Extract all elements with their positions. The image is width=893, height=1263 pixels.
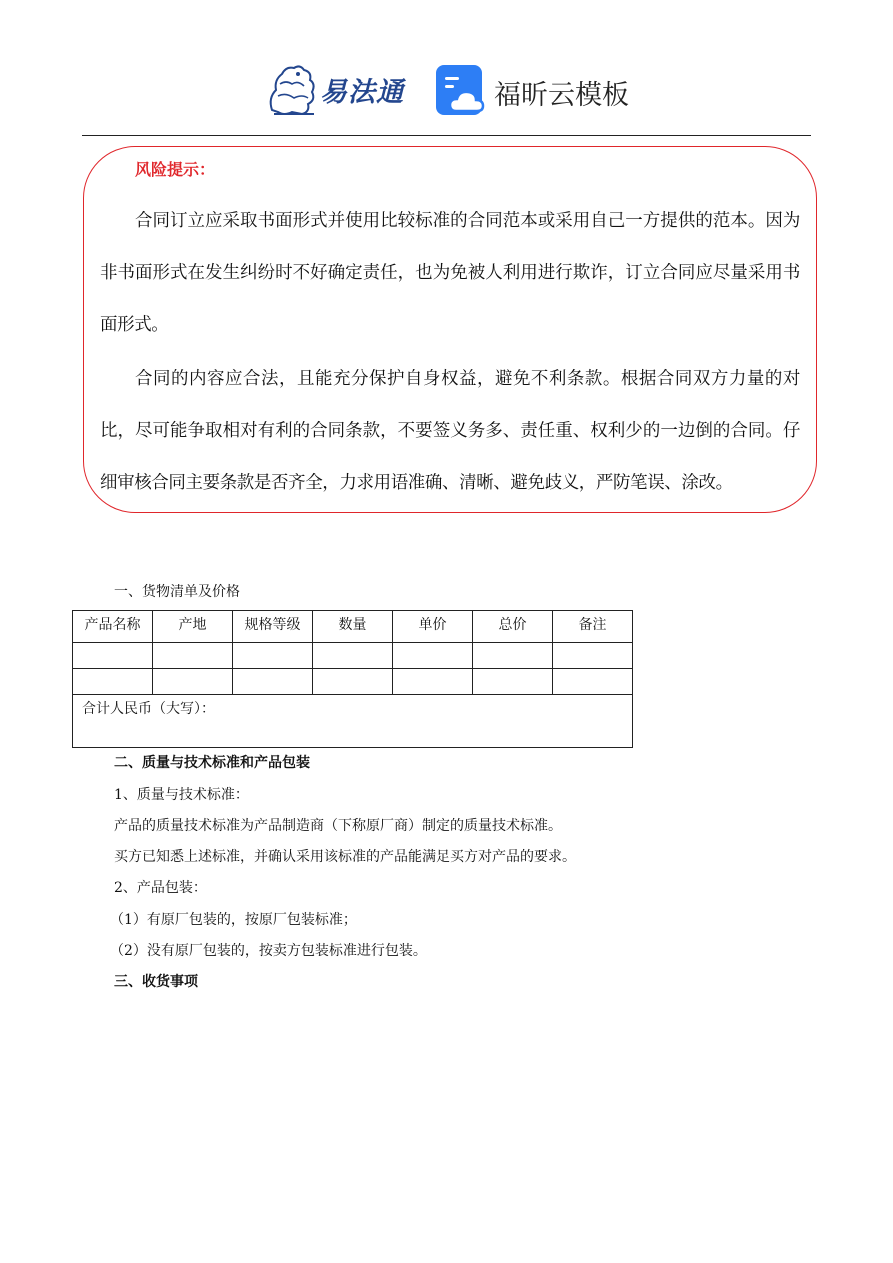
risk-notice-paragraph-1: 合同订立应采取书面形式并使用比较标准的合同范本或采用自己一方提供的范本。因为非书面形式在发生纠纷时不好确定责任，也为免被人利用进行欺诈，订立合同应尽量采用书面形式。 (100, 211, 800, 335)
header-divider (82, 135, 811, 136)
risk-notice-title: 风险提示： (135, 160, 216, 179)
packaging-item-2: （2）没有原厂包装的，按卖方包装标准进行包装。 (110, 943, 427, 959)
table-header-cell: 总价 (473, 611, 553, 643)
section-quality-title: 二、质量与技术标准和产品包装 (114, 755, 310, 771)
yifatong-logo-text: 易法通 (320, 77, 404, 108)
page-header (0, 60, 893, 122)
table-header-cell: 产地 (153, 611, 233, 643)
table-header-cell: 备注 (553, 611, 633, 643)
table-cell[interactable] (73, 669, 153, 695)
table-row (73, 643, 633, 669)
risk-notice-paragraph-2: 合同的内容应合法，且能充分保护自身权益，避免不利条款。根据合同双方力量的对比，尽可能争取相对有利的合同条款，不要签义务多、责任重、权利少的一边倒的合同。仔细审核合同主要条款是否齐全，力求用语准确、清晰、避免歧义，严防笔误、涂改。 (100, 369, 800, 493)
table-cell[interactable] (473, 669, 553, 695)
table-total-row (73, 695, 633, 748)
table-header-cell: 单价 (393, 611, 473, 643)
table-cell[interactable] (473, 643, 553, 669)
table-header-cell: 产品名称 (73, 611, 153, 643)
fuxin-logo (436, 65, 636, 119)
table-cell[interactable] (313, 669, 393, 695)
packaging-heading: 2、产品包装： (114, 880, 207, 896)
table-cell[interactable] (73, 643, 153, 669)
section-receiving-title: 三、收货事项 (114, 974, 198, 990)
table-row (73, 669, 633, 695)
table-cell[interactable] (393, 669, 473, 695)
table-cell[interactable] (153, 669, 233, 695)
table-cell[interactable] (153, 643, 233, 669)
table-header-cell: 数量 (313, 611, 393, 643)
section-goods-title: 一、货物清单及价格 (114, 584, 240, 600)
cloud-document-icon (436, 65, 488, 117)
table-cell[interactable] (313, 643, 393, 669)
qilin-icon (262, 60, 324, 118)
goods-price-table (72, 610, 633, 748)
quality-standard-heading: 1、质量与技术标准： (114, 787, 249, 803)
quality-standard-text-2: 买方已知悉上述标准，并确认采用该标准的产品能满足买方对产品的要求。 (114, 849, 576, 865)
table-cell[interactable] (553, 669, 633, 695)
table-cell[interactable] (553, 643, 633, 669)
total-rmb-cell[interactable]: 合计人民币（大写）： (73, 695, 633, 748)
table-cell[interactable] (233, 669, 313, 695)
quality-standard-text-1: 产品的质量技术标准为产品制造商（下称原厂商）制定的质量技术标准。 (114, 818, 562, 834)
yifatong-logo (262, 60, 412, 120)
table-header-row (73, 611, 633, 643)
packaging-item-1: （1）有原厂包装的，按原厂包装标准； (110, 912, 357, 928)
table-cell[interactable] (393, 643, 473, 669)
table-header-cell: 规格等级 (233, 611, 313, 643)
table-cell[interactable] (233, 643, 313, 669)
fuxin-logo-text: 福昕云模板 (494, 80, 629, 111)
